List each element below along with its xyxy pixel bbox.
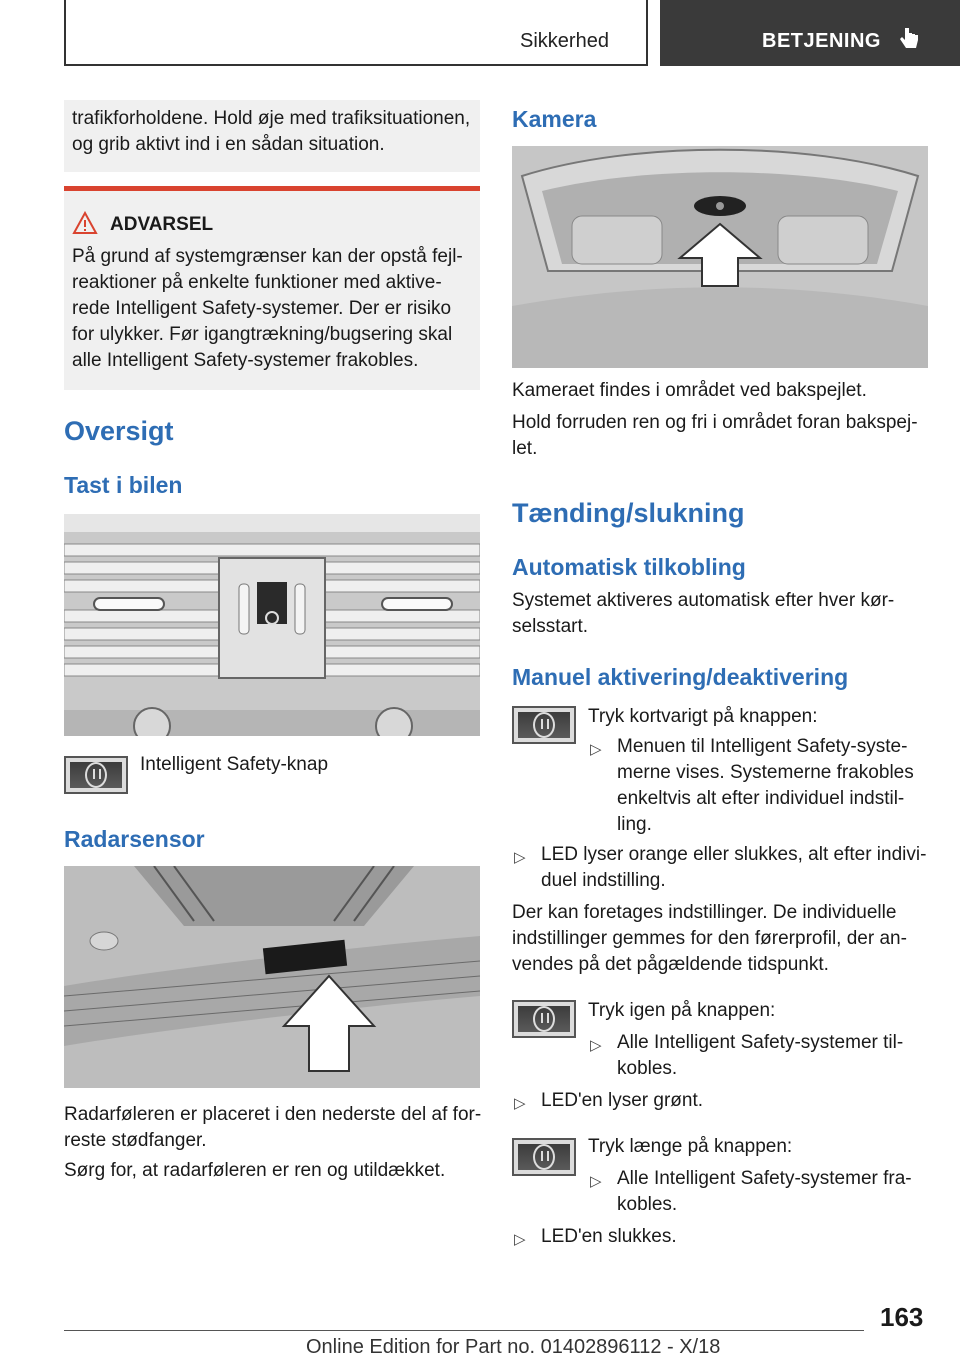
dashboard-button-illustration [64, 514, 480, 736]
step1-bullet-line: Menuen til Intelligent Safety-syste‐ [617, 736, 908, 757]
step3-text: Tryk længe på knappen: [588, 1136, 793, 1157]
step1-bullet2-line: duel indstilling. [541, 870, 666, 891]
heading-kamera: Kamera [512, 106, 597, 132]
chapter-tab[interactable] [660, 0, 960, 66]
header-right-border [646, 0, 648, 66]
step1-bullet-line: merne vises. Systemerne frakobles [617, 762, 914, 783]
radar-text-1b: reste stødfanger. [64, 1130, 207, 1151]
radar-text-2: Sørg for, at radarføleren er ren og utildækket. [64, 1160, 446, 1181]
button-caption: Intelligent Safety-knap [140, 754, 329, 775]
bullet-icon: ▷ [590, 741, 602, 758]
kamera-text-2a: Hold forruden ren og fri i området foran bakspej‐ [512, 412, 918, 433]
auto-text-a: Systemet aktiveres automatisk efter hver kør‐ [512, 590, 895, 611]
step2-text: Tryk igen på knappen: [588, 1000, 776, 1021]
para-line: vendes på det pågældende tidspunkt. [512, 954, 829, 975]
heading-tast-i-bilen: Tast i bilen [64, 472, 183, 498]
heading-oversigt: Oversigt [64, 416, 174, 446]
safety-button-thumbnail [512, 1000, 576, 1038]
step2-bullet-line: Alle Intelligent Safety-systemer til‐ [617, 1032, 904, 1053]
bullet-icon: ▷ [590, 1173, 602, 1190]
intro-line-1: trafikforholdene. Hold øje med trafiksituationen, [72, 108, 471, 129]
page-number: 163 [880, 1302, 924, 1332]
header-underline [64, 64, 648, 66]
step1-bullet-line: ling. [617, 814, 652, 835]
intelligent-safety-icon [533, 1144, 555, 1170]
step3-bullet-line: kobles. [617, 1194, 678, 1215]
bullet-icon: ▷ [514, 1095, 526, 1112]
heading-automatisk-tilkobling: Automatisk tilkobling [512, 554, 746, 580]
safety-button-thumbnail [512, 1138, 576, 1176]
auto-text-b: selsstart. [512, 616, 589, 637]
radar-text-1a: Radarføleren er placeret i den nederste del af for‐ [64, 1104, 482, 1125]
chapter-tab-label: BETJENING [762, 30, 881, 52]
step3-bullet2: LED'en slukkes. [541, 1226, 677, 1247]
bullet-icon: ▷ [514, 849, 526, 866]
bullet-icon: ▷ [514, 1231, 526, 1248]
kamera-text-1: Kameraet findes i området ved bakspejlet. [512, 380, 867, 401]
heading-taending-slukning: Tænding/slukning [512, 498, 745, 528]
camera-illustration [512, 146, 928, 368]
warning-line: rede Intelligent Safety-systemer. Der er risiko [72, 298, 452, 319]
header-left-border [64, 0, 66, 66]
step3-bullet-line: Alle Intelligent Safety-systemer fra‐ [617, 1168, 912, 1189]
warning-line: På grund af systemgrænser kan der opstå fejl‐ [72, 246, 463, 267]
intelligent-safety-icon [533, 712, 555, 738]
step2-bullet2: LED'en lyser grønt. [541, 1090, 704, 1111]
hand-pointer-icon [898, 26, 920, 57]
footer-edition: Online Edition for Part no. 01402896112 - X/18 [306, 1336, 721, 1358]
bullet-icon: ▷ [590, 1037, 602, 1054]
intro-line-2: og grib aktivt ind i en sådan situation. [72, 134, 385, 155]
warning-line: reaktioner på enkelte funktioner med aktive‐ [72, 272, 442, 293]
warning-line: for ulykker. Før igangtrækning/bugsering skal [72, 324, 453, 345]
kamera-text-2b: let. [512, 438, 538, 459]
heading-manuel: Manuel aktivering/deaktivering [512, 664, 849, 690]
safety-button-thumbnail [64, 756, 128, 794]
step1-bullet2-line: LED lyser orange eller slukkes, alt efter indivi‐ [541, 844, 927, 865]
step1-text: Tryk kortvarigt på knappen: [588, 706, 818, 727]
para-line: Der kan foretages indstillinger. De individuelle [512, 902, 897, 923]
warning-triangle-icon [72, 211, 98, 240]
para-line: indstillinger gemmes for den førerprofil, der an‐ [512, 928, 907, 949]
step1-bullet-line: enkeltvis alt efter individuel indstil‐ [617, 788, 905, 809]
section-title: Sikkerhed [520, 30, 609, 52]
step2-bullet-line: kobles. [617, 1058, 678, 1079]
safety-button-thumbnail [512, 706, 576, 744]
footer-divider [64, 1330, 864, 1331]
radar-sensor-illustration [64, 866, 480, 1088]
warning-line: alle Intelligent Safety-systemer frakobles. [72, 350, 419, 371]
heading-radarsensor: Radarsensor [64, 826, 205, 852]
intelligent-safety-icon [533, 1006, 555, 1032]
warning-title: ADVARSEL [110, 214, 214, 235]
intelligent-safety-icon [85, 762, 107, 788]
